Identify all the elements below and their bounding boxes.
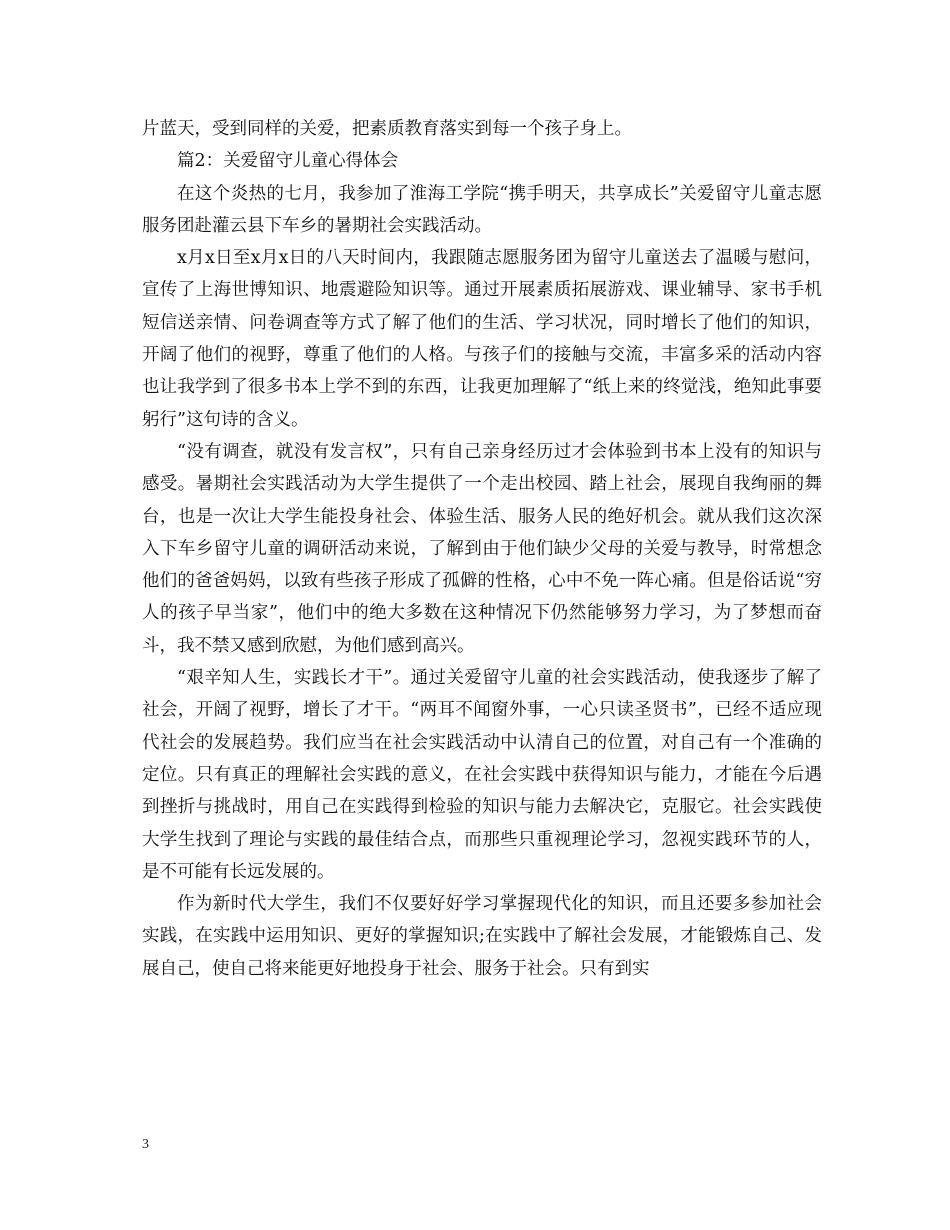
paragraph: 作为新时代大学生，我们不仅要好好学习掌握现代化的知识，而且还要多参加社会实践，在实践中运用知识、更好的掌握知识;在实践中了解社会发展，才能锻炼自己、发展自己，使自己将来能更好地投身于社会、服务于社会。只有到实 [142, 894, 822, 979]
paragraph: 在这个炎热的七月，我参加了淮海工学院“携手明天，共享成长”关爱留守儿童志愿服务团赴灌云县下车乡的暑期社会实践活动。 [142, 183, 822, 236]
paragraph: “艰辛知人生，实践长才干”。通过关爱留守儿童的社会实践活动，使我逐步了解了社会，开阔了视野，增长了才干。“两耳不闻窗外事，一心只读圣贤书”，已经不适应现代社会的发展趋势。我们应当在社会实践活动中认清自己的位置，对自己有一个准确的定位。只有真正的理解社会实践的意义，在社会实践中获得知识与能力，才能在今后遇到挫折与挑战时，用自己在实践得到检验的知识与能力去解决它，克服它。社会实践使大学生找到了理论与实践的最佳结合点，而那些只重视理论学习，忽视实践环节的人，是不可能有长远发展的。 [142, 668, 822, 882]
page-number: 3 [142, 1137, 149, 1152]
paragraph: 片蓝天，受到同样的关爱，把素质教育落实到每一个孩子身上。 [142, 119, 632, 139]
paragraph: “没有调查，就没有发言权”，只有自己亲身经历过才会体验到书本上没有的知识与感受。暑期社会实践活动为大学生提供了一个走出校园、踏上社会，展现自我绚丽的舞台，也是一次让大学生能投身社会、体验生活、服务人民的绝好机会。就从我们这次深入下车乡留守儿童的调研活动来说，了解到由于他们缺少父母的关爱与教导，时常想念他们的爸爸妈妈，以致有些孩子形成了孤僻的性格，心中不免一阵心痛。但是俗话说“穷人的孩子早当家”，他们中的绝大多数在这种情况下仍然能够努力学习，为了梦想而奋斗，我不禁又感到欣慰，为他们感到高兴。 [142, 441, 822, 656]
section-heading: 篇2：关爱留守儿童心得体会 [177, 151, 399, 172]
document-body [142, 113, 822, 985]
paragraph: x月x日至x月x日的八天时间内，我跟随志愿服务团为留守儿童送去了温暖与慰问，宣传了上海世博知识、地震避险知识等。通过开展素质拓展游戏、课业辅导、家书手机短信送亲情、问卷调查等方式了解了他们的生活、学习状况，同时增长了他们的知识，开阔了他们的视野，尊重了他们的人格。与孩子们的接触与交流，丰富多采的活动内容也让我学到了很多书本上学不到的东西，让我更加理解了“纸上来的终觉浅，绝知此事要躬行”这句诗的含义。 [142, 248, 822, 430]
